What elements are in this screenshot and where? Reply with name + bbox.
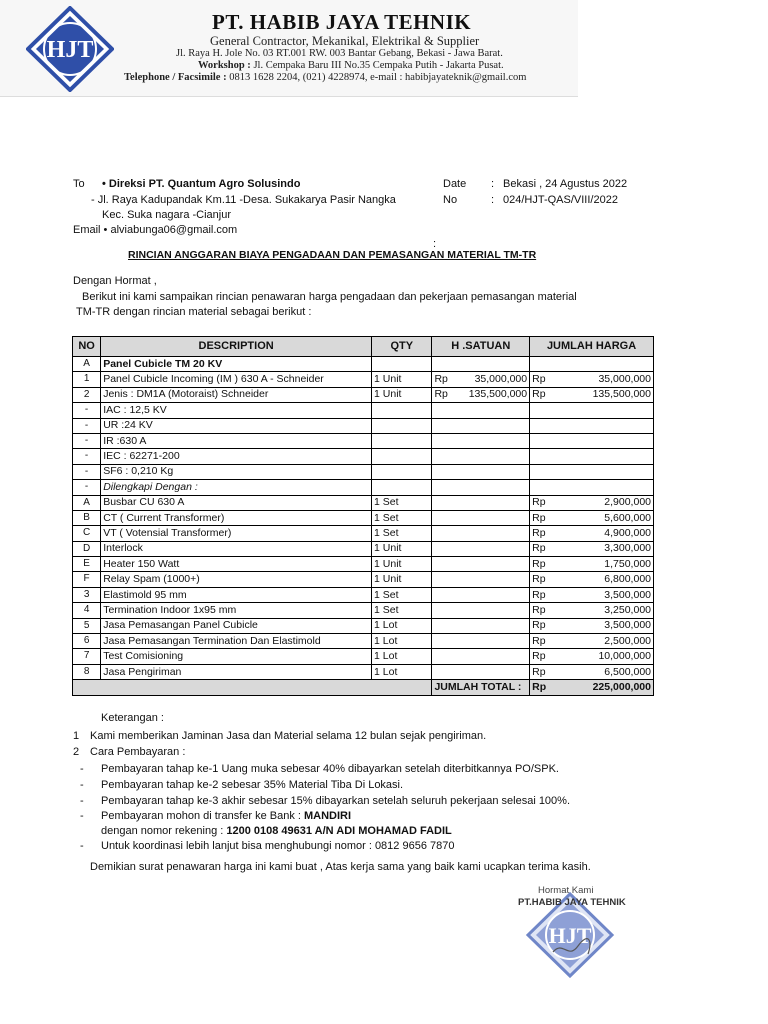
row-unit-price: [432, 618, 530, 633]
note-1-text: Kami memberikan Jaminan Jasa dan Material selama 12 bulan sejak pengiriman.: [90, 730, 487, 742]
table-row: [73, 572, 654, 587]
row-unit-price: [432, 587, 530, 602]
row-qty: [372, 480, 432, 495]
workshop-label: Workshop :: [198, 60, 251, 71]
company-logo-icon: [26, 6, 114, 92]
total-price-value: 3,250,000: [604, 603, 651, 616]
row-description: IR :630 A: [101, 433, 372, 448]
row-number: 8: [73, 664, 101, 679]
account-number: 1200 0108 49631 A/N ADI MOHAMAD FADIL: [226, 825, 452, 837]
table-row: [73, 495, 654, 510]
bank-transfer-line: [101, 810, 351, 823]
row-number: E: [73, 557, 101, 572]
row-qty: 1 Unit: [372, 387, 432, 402]
row-total-price: [530, 495, 654, 510]
bank-transfer-text: Pembayaran mohon di transfer ke Bank :: [101, 810, 304, 822]
row-number: 7: [73, 649, 101, 664]
row-description: Elastimold 95 mm: [101, 587, 372, 602]
table-body: [73, 357, 654, 696]
table-row: [73, 433, 654, 448]
date-label: Date: [443, 178, 467, 190]
row-qty: 1 Set: [372, 587, 432, 602]
row-description: Relay Spam (1000+): [101, 572, 372, 587]
row-total-price: [530, 557, 654, 572]
row-unit-price: [432, 464, 530, 479]
row-number: -: [73, 480, 101, 495]
row-total-price: [530, 649, 654, 664]
currency-label: Rp: [434, 373, 448, 386]
row-description: SF6 : 0,210 Kg: [101, 464, 372, 479]
row-description: Dilengkapi Dengan :: [101, 480, 372, 495]
row-number: -: [73, 464, 101, 479]
bullet-dash: -: [80, 840, 84, 852]
row-total-price: [530, 587, 654, 602]
row-unit-price: [432, 557, 530, 572]
row-total-price: [530, 572, 654, 587]
row-description: Busbar CU 630 A: [101, 495, 372, 510]
row-number: 4: [73, 603, 101, 618]
row-total-price: [530, 418, 654, 433]
currency-label: Rp: [532, 526, 546, 539]
row-total-price: [530, 403, 654, 418]
closing-statement: Demikian surat penawaran harga ini kami buat , Atas kerja sama yang baik kami ucapkan terima kasih.: [90, 861, 591, 873]
currency-label: Rp: [532, 511, 546, 524]
table-row: [73, 634, 654, 649]
row-description: Panel Cubicle Incoming (IM ) 630 A - Schneider: [101, 372, 372, 387]
table-row: [73, 357, 654, 372]
table-row: [73, 510, 654, 525]
row-description: Heater 150 Watt: [101, 557, 372, 572]
table-header-row: [73, 337, 654, 357]
table-row: [73, 603, 654, 618]
total-price-value: 2,900,000: [604, 496, 651, 509]
total-price-value: 1,750,000: [604, 557, 651, 570]
row-number: A: [73, 495, 101, 510]
row-total-price: [530, 372, 654, 387]
row-total-price: [530, 449, 654, 464]
row-unit-price: [432, 495, 530, 510]
total-price-value: 3,500,000: [604, 619, 651, 632]
row-qty: 1 Unit: [372, 541, 432, 556]
document-title: RINCIAN ANGGARAN BIAYA PENGADAAN DAN PEMASANGAN MATERIAL TM-TR: [128, 249, 537, 261]
unit-price-value: 135,500,000: [468, 388, 528, 401]
row-number: F: [73, 572, 101, 587]
header-qty: QTY: [372, 337, 432, 357]
number-value: 024/HJT-QAS/VIII/2022: [503, 194, 618, 206]
notes-heading: Keterangan :: [101, 712, 164, 724]
letterhead: [0, 0, 578, 97]
row-unit-price: [432, 480, 530, 495]
workshop-value: Jl. Cempaka Baru III No.35 Cempaka Putih - Jakarta Pusat.: [253, 60, 504, 71]
row-total-price: [530, 618, 654, 633]
to-address-line2: Kec. Suka nagara -Cianjur: [102, 209, 232, 221]
to-label: To: [73, 178, 85, 190]
row-description: UR :24 KV: [101, 418, 372, 433]
date-separator: :: [491, 178, 495, 190]
company-subtitle: General Contractor, Mekanikal, Elektrikal & Supplier: [210, 34, 480, 48]
table-row: [73, 418, 654, 433]
row-description: Interlock: [101, 541, 372, 556]
row-unit-price: [432, 510, 530, 525]
svg-text:HJT: HJT: [548, 923, 592, 948]
number-label: No: [443, 194, 458, 206]
row-total-price: [530, 357, 654, 372]
table-row: [73, 664, 654, 679]
table-row: [73, 557, 654, 572]
row-qty: 1 Lot: [372, 618, 432, 633]
row-total-price: [530, 387, 654, 402]
row-description: Panel Cubicle TM 20 KV: [101, 357, 372, 372]
row-unit-price: [432, 403, 530, 418]
row-number: D: [73, 541, 101, 556]
row-unit-price: [432, 664, 530, 679]
row-total-price: [530, 480, 654, 495]
row-qty: 1 Lot: [372, 664, 432, 679]
note-2-text: Cara Pembayaran :: [90, 746, 186, 758]
total-price-value: 2,500,000: [604, 634, 651, 647]
intro-line1: Berikut ini kami sampaikan rincian penawaran harga pengadaan dan pekerjaan pemasangan material: [82, 291, 577, 303]
grand-total-label: JUMLAH TOTAL :: [432, 680, 530, 695]
row-number: 5: [73, 618, 101, 633]
table-row: [73, 541, 654, 556]
row-unit-price: [432, 541, 530, 556]
account-line: [101, 825, 452, 838]
intro-line2: TM-TR dengan rincian material sebagai berikut :: [76, 306, 312, 318]
account-prefix: dengan nomor rekening :: [101, 825, 227, 837]
row-description: Jenis : DM1A (Motoraist) Schneider: [101, 387, 372, 402]
row-number: -: [73, 403, 101, 418]
company-name: PT. HABIB JAYA TEHNIK: [212, 10, 472, 34]
row-qty: [372, 433, 432, 448]
row-number: A: [73, 357, 101, 372]
number-separator: :: [491, 194, 495, 206]
row-qty: [372, 449, 432, 464]
bullet-dash: -: [80, 810, 84, 822]
contact-line: Untuk koordinasi lebih lanjut bisa menghubungi nomor : 0812 9656 7870: [101, 840, 455, 852]
row-qty: 1 Set: [372, 603, 432, 618]
row-qty: [372, 403, 432, 418]
row-number: 3: [73, 587, 101, 602]
row-unit-price: [432, 572, 530, 587]
row-qty: [372, 418, 432, 433]
row-total-price: [530, 433, 654, 448]
company-telephone: [124, 72, 526, 83]
row-total-price: [530, 526, 654, 541]
table-row: [73, 480, 654, 495]
row-unit-price: [432, 649, 530, 664]
row-unit-price: [432, 449, 530, 464]
currency-label: Rp: [532, 496, 546, 509]
payment-term-3: Pembayaran tahap ke-3 akhir sebesar 15% dibayarkan setelah seluruh pekerjaan selesai 100%.: [101, 795, 571, 807]
row-unit-price: [432, 634, 530, 649]
currency-label: Rp: [532, 557, 546, 570]
total-price-value: 6,800,000: [604, 573, 651, 586]
row-unit-price: [432, 387, 530, 402]
row-description: VT ( Votensial Transformer): [101, 526, 372, 541]
currency-label: Rp: [532, 680, 547, 693]
row-unit-price: [432, 603, 530, 618]
row-description: Jasa Pemasangan Termination Dan Elastimold: [101, 634, 372, 649]
currency-label: Rp: [532, 619, 546, 632]
currency-label: Rp: [434, 388, 448, 401]
table-row: [73, 587, 654, 602]
currency-label: Rp: [532, 573, 546, 586]
total-row-spacer: [73, 680, 432, 695]
row-qty: 1 Lot: [372, 649, 432, 664]
table-row: [73, 403, 654, 418]
row-total-price: [530, 464, 654, 479]
row-number: -: [73, 433, 101, 448]
to-address-line1: - Jl. Raya Kadupandak Km.11 -Desa. Sukakarya Pasir Nangka: [91, 194, 396, 206]
header-total-price: JUMLAH HARGA: [530, 337, 654, 357]
table-row: [73, 387, 654, 402]
workshop-address: [198, 60, 504, 71]
payment-term-1: Pembayaran tahap ke-1 Uang muka sebesar 40% dibayarkan setelah diterbitkannya PO/SPK.: [101, 763, 559, 775]
row-qty: [372, 357, 432, 372]
total-price-value: 135,500,000: [592, 388, 651, 401]
signature-stamp: [508, 880, 628, 980]
row-description: IAC : 12,5 KV: [101, 403, 372, 418]
table-row: [73, 372, 654, 387]
logo-text: HJT: [46, 37, 94, 63]
bullet-dash: -: [80, 763, 84, 775]
row-description: IEC : 62271-200: [101, 449, 372, 464]
row-total-price: [530, 541, 654, 556]
row-description: Jasa Pemasangan Panel Cubicle: [101, 618, 372, 633]
row-number: 6: [73, 634, 101, 649]
currency-label: Rp: [532, 388, 546, 401]
currency-label: Rp: [532, 603, 546, 616]
total-row: [73, 680, 654, 695]
row-unit-price: [432, 372, 530, 387]
unit-price-value: 35,000,000: [474, 373, 528, 386]
total-price-value: 6,500,000: [604, 665, 651, 678]
note-2-number: 2: [73, 746, 80, 758]
signature-greeting: Hormat Kami: [538, 885, 594, 896]
table-row: [73, 526, 654, 541]
header-unit-price: H .SATUAN: [432, 337, 530, 357]
currency-label: Rp: [532, 542, 546, 555]
row-qty: 1 Unit: [372, 572, 432, 587]
header-description: DESCRIPTION: [101, 337, 372, 357]
table-row: [73, 618, 654, 633]
header-no: NO: [73, 337, 101, 357]
title-colon: :: [433, 238, 437, 250]
row-number: -: [73, 418, 101, 433]
bullet-dash: -: [80, 779, 84, 791]
currency-label: Rp: [532, 634, 546, 647]
row-number: B: [73, 510, 101, 525]
currency-label: Rp: [532, 665, 546, 678]
currency-label: Rp: [532, 588, 546, 601]
row-number: 2: [73, 387, 101, 402]
grand-total-amount: 225,000,000: [592, 680, 651, 693]
total-price-value: 10,000,000: [598, 650, 651, 663]
grand-total-value: [530, 680, 654, 695]
telephone-label: Telephone / Facsimile :: [124, 72, 227, 83]
row-qty: 1 Unit: [372, 372, 432, 387]
currency-label: Rp: [532, 650, 546, 663]
signature-company: PT.HABIB JAYA TEHNIK: [518, 897, 626, 908]
total-price-value: 4,900,000: [604, 526, 651, 539]
row-number: 1: [73, 372, 101, 387]
total-price-value: 3,300,000: [604, 542, 651, 555]
row-unit-price: [432, 433, 530, 448]
row-qty: [372, 464, 432, 479]
to-name: • Direksi PT. Quantum Agro Solusindo: [102, 178, 301, 190]
row-description: CT ( Current Transformer): [101, 510, 372, 525]
row-total-price: [530, 510, 654, 525]
row-qty: 1 Lot: [372, 634, 432, 649]
note-1-number: 1: [73, 730, 80, 742]
table-row: [73, 464, 654, 479]
telephone-value: 0813 1628 2204, (021) 4228974, e-mail : habibjayateknik@gmail.com: [229, 72, 527, 83]
row-qty: 1 Set: [372, 526, 432, 541]
greeting: Dengan Hormat ,: [73, 275, 157, 287]
row-total-price: [530, 603, 654, 618]
row-unit-price: [432, 418, 530, 433]
row-description: Test Comisioning: [101, 649, 372, 664]
row-number: -: [73, 449, 101, 464]
bullet-dash: -: [80, 795, 84, 807]
date-value: Bekasi , 24 Agustus 2022: [503, 178, 628, 190]
company-address: Jl. Raya H. Jole No. 03 RT.001 RW. 003 Bantar Gebang, Bekasi - Jawa Barat.: [176, 48, 503, 59]
total-price-value: 3,500,000: [604, 588, 651, 601]
cost-table: [72, 336, 654, 696]
row-description: Jasa Pengiriman: [101, 664, 372, 679]
row-unit-price: [432, 357, 530, 372]
currency-label: Rp: [532, 373, 546, 386]
total-price-value: 35,000,000: [598, 373, 651, 386]
row-total-price: [530, 664, 654, 679]
row-number: C: [73, 526, 101, 541]
row-unit-price: [432, 526, 530, 541]
to-email: Email • alviabunga06@gmail.com: [73, 224, 238, 236]
total-price-value: 5,600,000: [604, 511, 651, 524]
payment-term-2: Pembayaran tahap ke-2 sebesar 35% Material Tiba Di Lokasi.: [101, 779, 404, 791]
row-qty: 1 Set: [372, 510, 432, 525]
table-row: [73, 649, 654, 664]
row-qty: 1 Set: [372, 495, 432, 510]
bank-name: MANDIRI: [304, 810, 352, 822]
row-description: Termination Indoor 1x95 mm: [101, 603, 372, 618]
row-qty: 1 Unit: [372, 557, 432, 572]
row-total-price: [530, 634, 654, 649]
table-row: [73, 449, 654, 464]
